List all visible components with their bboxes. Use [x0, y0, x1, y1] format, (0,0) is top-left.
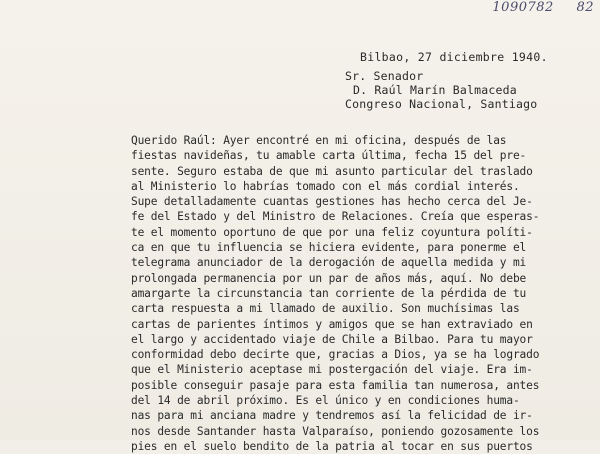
address-line: Congreso Nacional, Santiago — [345, 96, 538, 111]
body-line: cartas de parientes íntimos y amigos que se han extraviado en — [131, 317, 533, 331]
body-line: amargarte la circunstancia tan corriente de la pérdida de tu — [131, 286, 527, 300]
body-line: nos desde Santander hasta Valparaíso, poniendo gozosamente los — [131, 424, 540, 438]
body-line: al Ministerio lo habrías tomado con el más cordial interés. — [131, 179, 520, 193]
body-line: del 14 de abril próximo. Es el único y en condiciones huma- — [131, 394, 520, 408]
archive-annotation — [492, 0, 594, 15]
body-line: carta respuesta a mi llamado de auxilio. Son muchísimas las — [131, 302, 520, 316]
body-line: posible conseguir pasaje para esta familia tan numerosa, antes — [131, 378, 540, 392]
letter-date: Bilbao, 27 diciembre 1940. — [360, 50, 548, 64]
body-line: ca en que tu influencia se hiciera evidente, para ponerme el — [131, 241, 527, 255]
recipient-address — [345, 70, 537, 111]
body-line: pies en el suelo bendito de la patria al tocar en sus puertos — [131, 439, 533, 453]
body-line: sente. Seguro estaba de que mi asunto particular del traslado — [131, 164, 533, 178]
body-line: fiestas navideñas, tu amable carta última, fecha 15 del pre- — [131, 149, 527, 163]
body-line: que el Ministerio aceptase mi postergación del viaje. Era im- — [131, 363, 533, 377]
archive-code: 1090782 — [492, 0, 554, 15]
body-line: el largo y accidentado viaje de Chile a Bilbao. Para tu mayor — [131, 332, 533, 346]
body-line: fe del Estado y del Ministro de Relaciones. Creía que esperas- — [131, 210, 540, 224]
body-line: telegrama anunciador de la derogación de aquella medida y mi — [131, 256, 527, 270]
address-line: D. Raúl Marín Balmaceda — [353, 82, 517, 97]
body-line: prolongada permanencia por un par de años más, aquí. No debe — [131, 271, 527, 285]
body-line: Supe detalladamente cuantas gestiones has hecho cerca del Je- — [131, 195, 533, 209]
letter-body — [131, 133, 586, 454]
body-line: conformidad debo decirte que, gracias a Dios, ya se ha logrado — [131, 348, 540, 362]
page-number: 82 — [576, 0, 594, 15]
body-line: te el momento oportuno de que por una feliz coyuntura políti- — [131, 225, 533, 239]
body-line: nas para mi anciana madre y tendremos así la felicidad de ir- — [131, 409, 533, 423]
body-line: Querido Raúl: Ayer encontré en mi oficina, después de las — [131, 134, 507, 147]
address-line: Sr. Senador — [345, 69, 424, 83]
